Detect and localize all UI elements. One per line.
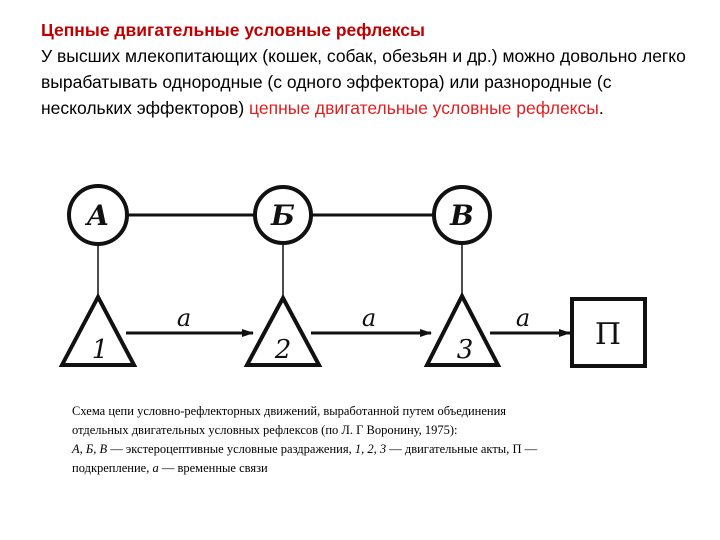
stimulus-a	[69, 186, 127, 244]
caption-line-2: отдельных двигательных условных рефлексов (по Л. Г Воронину, 1975):	[72, 423, 458, 437]
body-text: У высших млекопитающих (кошек, собак, обезьян и др.) можно довольно легко вырабатывать однородные (с одного эффектора) или разнородные (с нескольких эффекторов)	[41, 46, 686, 118]
reinforcement-box	[572, 299, 645, 366]
motor-act-3-label: 3	[456, 335, 474, 365]
body-suffix: .	[598, 98, 604, 118]
motor-act-2-label: 2	[274, 335, 292, 365]
caption-line-4	[72, 459, 682, 478]
caption-acts-desc: — двигательные акты, П —	[386, 442, 538, 456]
caption-acts: 1, 2, 3	[354, 442, 387, 456]
caption-stimuli-desc: — экстероцептивные условные раздражения,	[107, 442, 355, 456]
reinforcement-label: П	[594, 317, 622, 352]
stimulus-b	[255, 187, 311, 243]
motor-act-1-label: 1	[91, 335, 109, 365]
caption-link-desc: — временные связи	[158, 461, 268, 475]
stimulus-a-label: А	[86, 199, 110, 232]
body-highlight: цепные двигательные условные рефлексы	[249, 98, 599, 118]
caption-link-symbol: а	[152, 461, 159, 475]
caption-stimuli: А, Б, В	[72, 442, 108, 456]
figure-caption	[72, 402, 682, 478]
motor-act-3	[427, 296, 498, 365]
motor-act-1	[62, 297, 134, 365]
stimulus-v-label: В	[450, 199, 474, 232]
temporal-link-label: а	[176, 304, 192, 332]
motor-act-2	[247, 298, 319, 365]
caption-line-3	[72, 440, 682, 459]
stimulus-v	[434, 187, 490, 243]
caption-line-1: Схема цепи условно-рефлекторных движений, выработанной путем объединения	[72, 404, 507, 418]
temporal-link-label: а	[515, 304, 531, 332]
stimulus-b-label: Б	[271, 199, 295, 232]
caption-reinforcement: подкрепление,	[72, 461, 153, 475]
temporal-link-label: а	[361, 304, 377, 332]
slide-title: Цепные двигательные условные рефлексы	[41, 20, 425, 40]
